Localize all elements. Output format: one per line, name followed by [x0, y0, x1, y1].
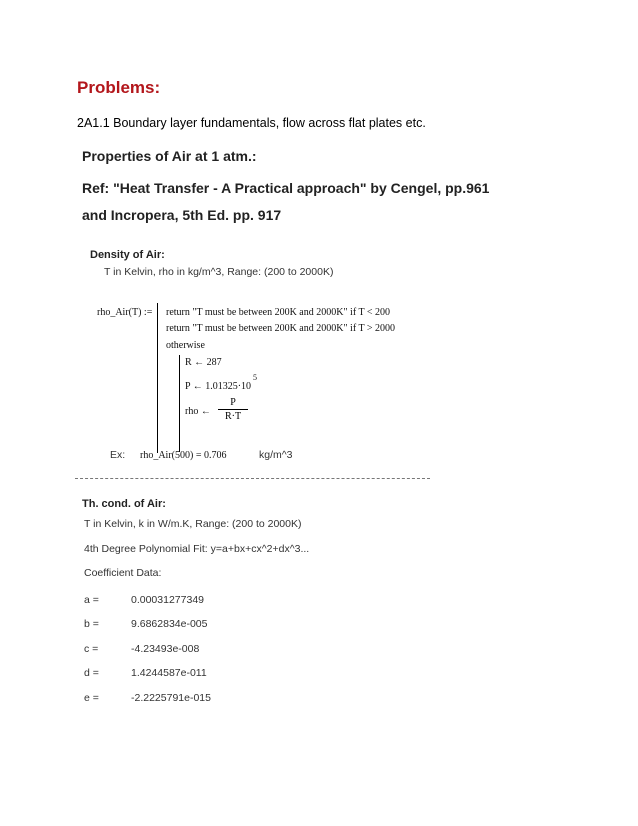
polynomial-fit-label: 4th Degree Polynomial Fit: y=a+bx+cx^2+dx^3...: [84, 543, 310, 555]
fraction-denominator: R·T: [224, 411, 242, 422]
thermal-conductivity-heading: Th. cond. of Air:: [82, 498, 166, 510]
problems-heading: Problems:: [77, 78, 161, 97]
coef-value-c: -4.23493e-008: [131, 643, 200, 655]
section-divider: [75, 478, 430, 479]
program-bar-outer: [157, 303, 158, 453]
coef-name-e: e =: [84, 692, 99, 704]
p-assignment: P ← 1.01325·10: [185, 381, 252, 392]
coef-value-d: 1.4244587e-011: [131, 667, 207, 679]
problem-subtitle: 2A1.1 Boundary layer fundamentals, flow across flat plates etc.: [77, 116, 426, 130]
coefficient-data-heading: Coefficient Data:: [84, 567, 162, 579]
example-unit: kg/m^3: [259, 449, 293, 461]
density-heading: Density of Air:: [90, 249, 165, 261]
example-expression: rho_Air(500) = 0.706: [140, 450, 227, 461]
density-description: T in Kelvin, rho in kg/m^3, Range: (200 to 2000K): [104, 266, 334, 278]
coef-name-c: c =: [84, 643, 99, 655]
thermal-conductivity-description: T in Kelvin, k in W/m.K, Range: (200 to 2000K): [84, 518, 302, 530]
coef-name-b: b =: [84, 618, 99, 630]
rho-fraction: [218, 397, 248, 422]
rho-assignment: rho ←: [185, 406, 211, 417]
coef-value-e: -2.2225791e-015: [131, 692, 211, 704]
reference-line-2: and Incropera, 5th Ed. pp. 917: [82, 207, 282, 223]
coef-name-a: a =: [84, 594, 99, 606]
reference-line-1: Ref: "Heat Transfer - A Practical approach" by Cengel, pp.961: [82, 180, 490, 196]
fraction-numerator: P: [230, 397, 236, 408]
coef-value-a: 0.00031277349: [131, 594, 204, 606]
r-assignment: R ← 287: [185, 357, 222, 368]
p-exponent: 5: [253, 373, 257, 382]
program-bar-inner: [179, 355, 180, 452]
coef-value-b: 9.6862834e-005: [131, 618, 208, 630]
air-properties-title: Properties of Air at 1 atm.:: [82, 148, 257, 164]
return-line-1: return "T must be between 200K and 2000K" if T < 200: [166, 307, 391, 318]
function-name: rho_Air(T) :=: [97, 307, 153, 318]
coef-name-d: d =: [84, 667, 99, 679]
otherwise-label: otherwise: [166, 340, 205, 351]
example-label: Ex:: [110, 449, 126, 461]
return-line-2: return "T must be between 200K and 2000K" if T > 2000: [166, 323, 396, 334]
fraction-line: [218, 409, 248, 410]
